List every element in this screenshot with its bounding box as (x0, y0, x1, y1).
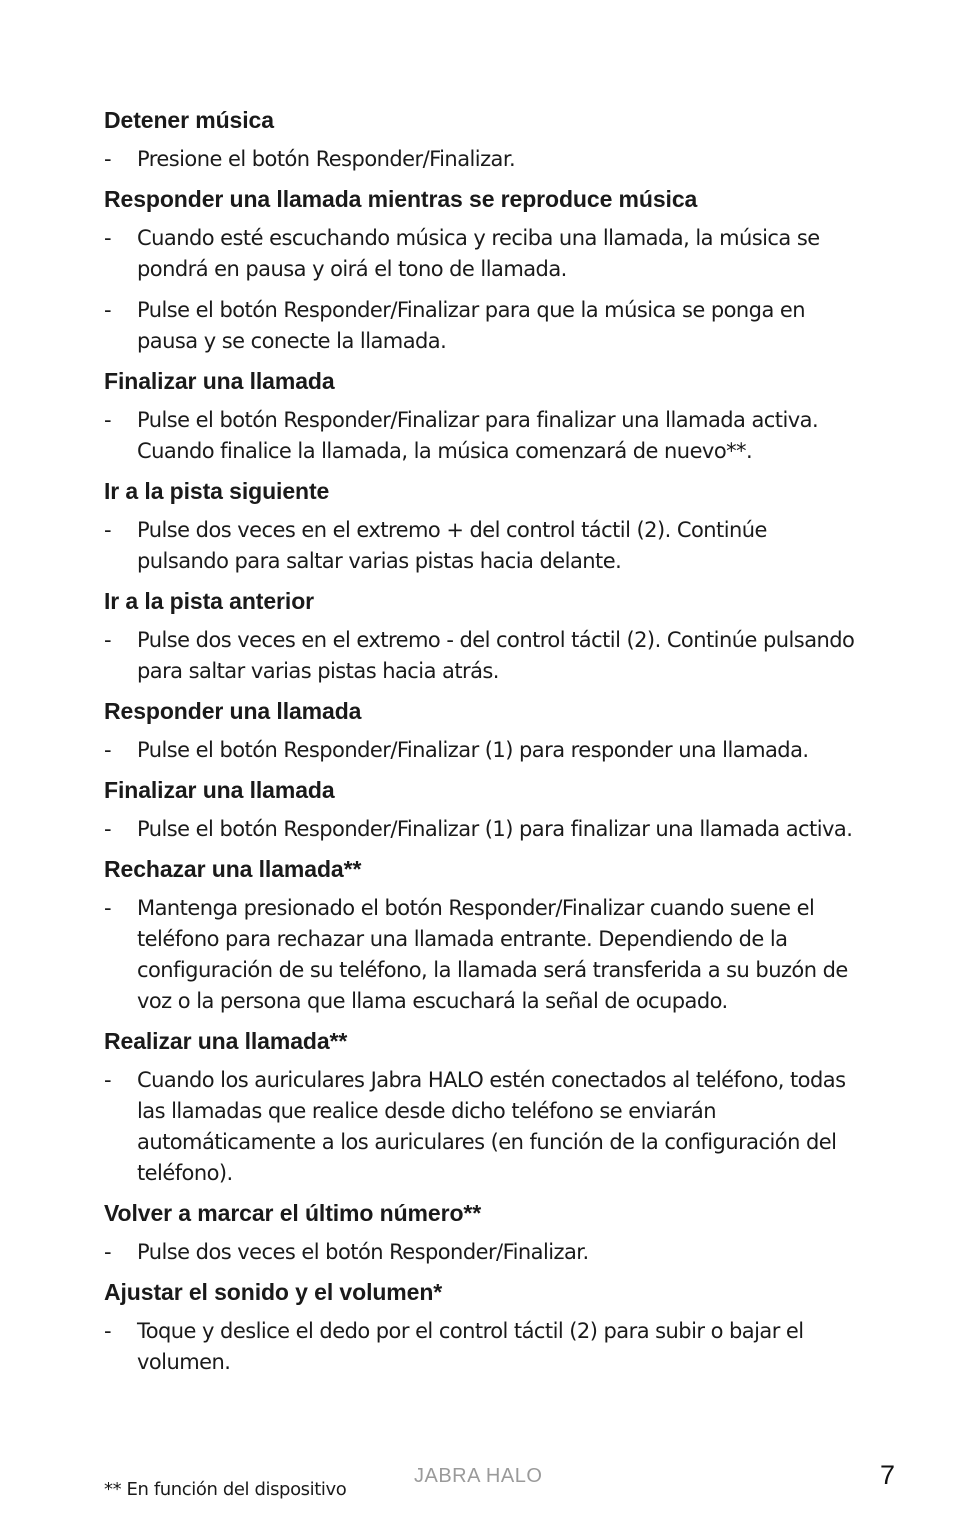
list-item (104, 735, 864, 766)
list-item (104, 144, 864, 175)
bullet-dash: - (104, 1319, 112, 1343)
section-title: Finalizar una llamada (104, 368, 335, 394)
section-1 (104, 185, 864, 357)
bullet-dash: - (104, 147, 112, 171)
section-9 (104, 1199, 864, 1268)
section-title: Responder una llamada (104, 698, 362, 724)
bullet-dash: - (104, 738, 112, 762)
section-10 (104, 1278, 864, 1378)
section-title: Ir a la pista siguiente (104, 478, 330, 504)
list-item (104, 405, 864, 467)
item-text: Pulse dos veces en el extremo - del control táctil (2). Continúe pulsando para saltar varias pistas hacia atrás. (137, 628, 855, 683)
section-title: Detener música (104, 107, 274, 133)
list-item (104, 814, 864, 845)
section-2 (104, 367, 864, 467)
section-title: Finalizar una llamada (104, 777, 335, 803)
list-item (104, 893, 864, 1017)
section-5 (104, 697, 864, 766)
footer-brand: JABRA HALO (414, 1465, 543, 1487)
bullet-dash: - (104, 518, 112, 542)
bullet-dash: - (104, 817, 112, 841)
list-item (104, 223, 864, 285)
list-item (104, 1065, 864, 1189)
bullet-dash: - (104, 628, 112, 652)
bullet-dash: - (104, 1240, 112, 1264)
page-number: 7 (880, 1460, 896, 1490)
list-item (104, 515, 864, 577)
bullet-dash: - (104, 408, 112, 432)
section-6 (104, 776, 864, 845)
item-text: Pulse el botón Responder/Finalizar para que la música se ponga en pausa y se conecte la llamada. (137, 298, 806, 353)
bullet-dash: - (104, 1068, 112, 1092)
bullet-dash: - (104, 896, 112, 920)
item-text: Pulse el botón Responder/Finalizar (1) para finalizar una llamada activa. (137, 817, 853, 841)
list-item (104, 625, 864, 687)
section-8 (104, 1027, 864, 1189)
item-text: Cuando esté escuchando música y reciba una llamada, la música se pondrá en pausa y oirá el tono de llamada. (137, 226, 820, 281)
item-text: Pulse el botón Responder/Finalizar (1) para responder una llamada. (137, 738, 809, 762)
item-text: Pulse dos veces en el extremo + del control táctil (2). Continúe pulsando para saltar varias pistas hacia delante. (137, 518, 767, 573)
bullet-dash: - (104, 226, 112, 250)
item-text: Mantenga presionado el botón Responder/Finalizar cuando suene el teléfono para rechazar una llamada entrante. Dependiendo de la configuración de su teléfono, la llamada será transferida a su buzón de voz o la persona que llama escuchará la señal de ocupado. (137, 896, 848, 1013)
document-body (104, 96, 864, 1388)
item-text: Toque y deslice el dedo por el control táctil (2) para subir o bajar el volumen. (137, 1319, 804, 1374)
section-3 (104, 477, 864, 577)
list-item (104, 1316, 864, 1378)
section-title: Ajustar el sonido y el volumen* (104, 1279, 443, 1305)
section-title: Ir a la pista anterior (104, 588, 314, 614)
section-7 (104, 855, 864, 1017)
section-title: Rechazar una llamada** (104, 856, 362, 882)
item-text: Cuando los auriculares Jabra HALO estén conectados al teléfono, todas las llamadas que realice desde dicho teléfono se enviarán automáticamente a los auriculares (en función de la configuración del teléfono). (137, 1068, 846, 1185)
section-4 (104, 587, 864, 687)
list-item (104, 1237, 864, 1268)
bullet-dash: - (104, 298, 112, 322)
section-0 (104, 106, 864, 175)
item-text: Pulse dos veces el botón Responder/Finalizar. (137, 1240, 589, 1264)
list-item (104, 295, 864, 357)
section-title: Responder una llamada mientras se reproduce música (104, 186, 698, 212)
section-title: Realizar una llamada** (104, 1028, 348, 1054)
section-title: Volver a marcar el último número** (104, 1200, 482, 1226)
footnote: ** En función del dispositivo (104, 1479, 347, 1500)
item-text: Presione el botón Responder/Finalizar. (137, 147, 516, 171)
item-text: Pulse el botón Responder/Finalizar para finalizar una llamada activa. Cuando finalice la llamada, la música comenzará de nuevo**. (137, 408, 819, 463)
